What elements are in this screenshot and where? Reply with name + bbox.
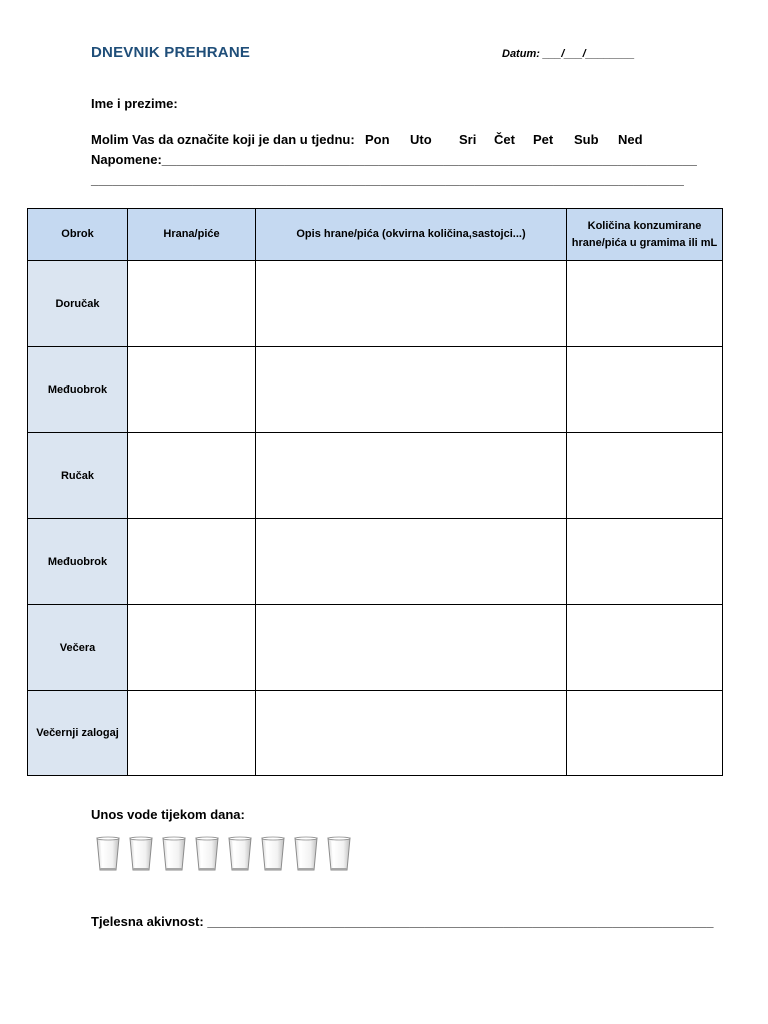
water-glass-icon[interactable]: [129, 836, 153, 872]
activity-blank[interactable]: ______________________________________________________________________: [207, 914, 714, 929]
header-meal: Obrok: [28, 209, 128, 261]
table-row: [28, 691, 723, 776]
meal-cell: Ručak: [28, 433, 128, 519]
water-glass-icon[interactable]: [261, 836, 285, 872]
water-glass-icon[interactable]: [228, 836, 252, 872]
day-option-sun[interactable]: Ned: [618, 132, 643, 147]
quantity-cell[interactable]: [567, 605, 723, 691]
description-cell[interactable]: [256, 691, 567, 776]
food-cell[interactable]: [128, 519, 256, 605]
header-description: Opis hrane/pića (okvirna količina,sastojci...): [256, 209, 567, 261]
food-diary-table: [27, 208, 723, 776]
meal-cell: Međuobrok: [28, 519, 128, 605]
day-option-thu[interactable]: Čet: [494, 132, 515, 147]
food-cell[interactable]: [128, 261, 256, 347]
water-glass-icon[interactable]: [294, 836, 318, 872]
description-cell[interactable]: [256, 433, 567, 519]
table-row: [28, 433, 723, 519]
day-option-mon[interactable]: Pon: [365, 132, 390, 147]
water-intake-label: Unos vode tijekom dana:: [91, 807, 245, 822]
date-blank[interactable]: ___/___/________: [542, 48, 635, 60]
table-row: [28, 261, 723, 347]
description-cell[interactable]: [256, 261, 567, 347]
meal-cell: Doručak: [28, 261, 128, 347]
meal-cell: Večera: [28, 605, 128, 691]
meal-cell: Večernji zalogaj: [28, 691, 128, 776]
day-option-fri[interactable]: Pet: [533, 132, 554, 147]
day-option-tue[interactable]: Uto: [410, 132, 432, 147]
description-cell[interactable]: [256, 347, 567, 433]
notes-blank-line-2[interactable]: __________________________________________________________________________________: [91, 172, 684, 187]
header-food-drink: Hrana/piće: [128, 209, 256, 261]
day-prompt: Molim Vas da označite koji je dan u tjednu:: [91, 132, 355, 147]
date-field[interactable]: [502, 48, 635, 60]
quantity-cell[interactable]: [567, 347, 723, 433]
page-title: DNEVNIK PREHRANE: [91, 44, 251, 61]
water-glass-icon[interactable]: [195, 836, 219, 872]
food-cell[interactable]: [128, 691, 256, 776]
name-field-label: Ime i prezime:: [91, 96, 178, 111]
quantity-cell[interactable]: [567, 433, 723, 519]
description-cell[interactable]: [256, 519, 567, 605]
water-glasses: [96, 836, 351, 872]
food-cell[interactable]: [128, 433, 256, 519]
quantity-cell[interactable]: [567, 519, 723, 605]
notes-label: Napomene:: [91, 152, 162, 167]
table-row: [28, 605, 723, 691]
meal-cell: Međuobrok: [28, 347, 128, 433]
table-header-row: [28, 209, 723, 261]
description-cell[interactable]: [256, 605, 567, 691]
water-glass-icon[interactable]: [327, 836, 351, 872]
activity-label: Tjelesna akivnost:: [91, 914, 204, 929]
water-glass-icon[interactable]: [96, 836, 120, 872]
food-cell[interactable]: [128, 605, 256, 691]
water-glass-icon[interactable]: [162, 836, 186, 872]
physical-activity-field[interactable]: [91, 914, 713, 929]
quantity-cell[interactable]: [567, 261, 723, 347]
table-row: [28, 519, 723, 605]
table-row: [28, 347, 723, 433]
quantity-cell[interactable]: [567, 691, 723, 776]
day-option-sat[interactable]: Sub: [574, 132, 599, 147]
notes-field[interactable]: [91, 152, 697, 167]
header-quantity: Količina konzumirane hrane/pića u gramima ili mL: [567, 209, 723, 261]
notes-blank[interactable]: __________________________________________________________________________: [161, 152, 697, 167]
day-option-wed[interactable]: Sri: [459, 132, 477, 147]
date-label: Datum:: [502, 48, 540, 60]
food-cell[interactable]: [128, 347, 256, 433]
